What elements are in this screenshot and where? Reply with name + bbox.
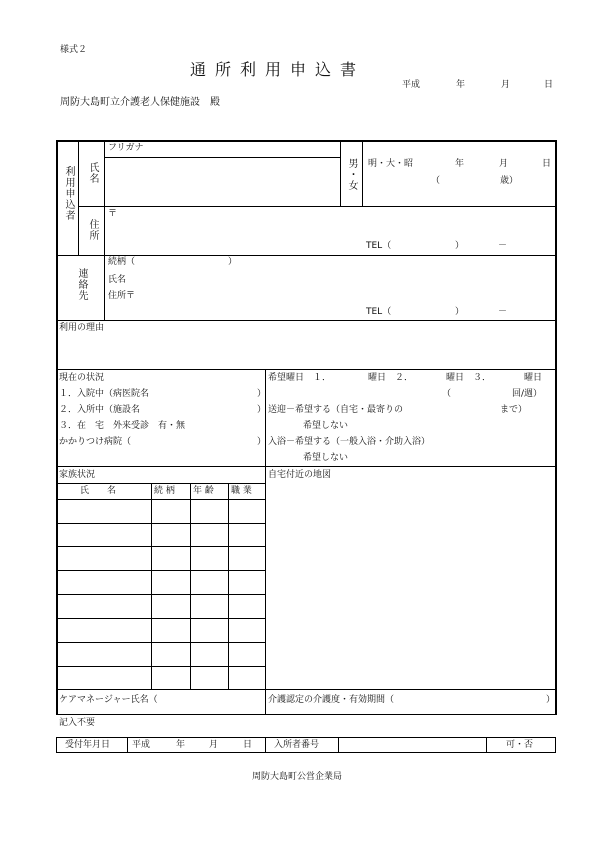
- furigana-field[interactable]: [160, 142, 338, 156]
- received-day: 日: [243, 740, 253, 750]
- frequency-open: （: [442, 389, 452, 399]
- gender-label[interactable]: 男・女: [346, 158, 357, 191]
- furigana-label: フリガナ: [108, 143, 144, 153]
- issuer-footer: 周防大島町公営企業局: [252, 772, 343, 782]
- family-label: 家族状況: [59, 470, 96, 480]
- map-field[interactable]: [267, 484, 554, 688]
- pickup-close: まで）: [500, 405, 528, 415]
- applicant-tel-close: ）: [455, 241, 465, 251]
- desired-day-1: 曜日 ２．: [368, 373, 414, 383]
- reason-label: 利用の理由: [59, 323, 105, 333]
- contact-name-label: 氏名: [108, 275, 127, 285]
- received-date-label: 受付年月日: [65, 740, 111, 750]
- map-label: 自宅付近の地図: [268, 470, 332, 480]
- birth-month-label: 月: [499, 159, 509, 169]
- family-col-name: 氏 名: [80, 486, 117, 496]
- reason-field[interactable]: [58, 336, 554, 367]
- status-item-facility: ２．入所中（施設名: [59, 405, 141, 415]
- status-item-hospital: １．入院中（病医院名: [59, 389, 150, 399]
- care-level-close: ）: [546, 695, 556, 705]
- applicant-name-field[interactable]: [106, 159, 338, 204]
- form-number: 様式２: [60, 45, 88, 55]
- contact-address-label: 住所〒: [108, 291, 136, 301]
- applicant-tel-label: TEL（: [366, 241, 392, 251]
- applicant-tel-dash: －: [498, 241, 508, 251]
- care-manager-label: ケアマネージャー氏名（: [59, 695, 158, 705]
- date-era: 平成: [402, 80, 421, 90]
- age-open: （: [431, 176, 441, 186]
- birth-era-label[interactable]: 明・大・昭: [368, 159, 414, 169]
- received-month: 月: [209, 740, 219, 750]
- bath-no-option[interactable]: 希望しない: [303, 453, 349, 463]
- desired-days-label: 希望曜日 １．: [268, 373, 332, 383]
- status-label: 現在の状況: [59, 373, 105, 383]
- date-month-label: 月: [501, 80, 511, 90]
- applicant-address-field[interactable]: [120, 208, 550, 238]
- clinic-close: ）: [257, 437, 267, 447]
- resident-number-label: 入所者番号: [274, 740, 320, 750]
- bath-option[interactable]: 入浴－希望する（一般入浴・介助入浴）: [268, 437, 431, 447]
- care-level-label: 介護認定の介護度・有効期間（: [268, 695, 395, 705]
- frequency-close: 回/週）: [512, 389, 543, 399]
- family-col-age: 年 齢: [193, 486, 214, 496]
- pickup-no-option[interactable]: 希望しない: [303, 421, 349, 431]
- applicant-address-label: 住所: [87, 219, 98, 241]
- date-day-label: 日: [544, 80, 554, 90]
- applicant-name-label: 氏名: [87, 162, 98, 184]
- applicant-section-label: 利用申込者: [63, 166, 74, 221]
- clinic-label: かかりつけ病院（: [59, 437, 132, 447]
- contact-relation-close: ）: [228, 257, 238, 267]
- addressee: 周防大島町立介護老人保健施設 殿: [60, 97, 220, 108]
- received-era: 平成: [132, 740, 151, 750]
- family-col-occupation: 職 業: [231, 486, 252, 496]
- status-item-hospital-close: ）: [257, 389, 267, 399]
- contact-tel-dash: －: [498, 307, 508, 317]
- birth-day-label: 日: [542, 159, 552, 169]
- contact-tel-close: ）: [455, 307, 465, 317]
- postal-mark: 〒: [108, 209, 118, 219]
- desired-day-2: 曜日 ３．: [446, 373, 492, 383]
- desired-day-3: 曜日: [524, 373, 543, 383]
- office-use-note: 記入不要: [59, 718, 96, 728]
- resident-number-field[interactable]: [340, 738, 485, 751]
- date-year-label: 年: [456, 80, 466, 90]
- pickup-option[interactable]: 送迎－希望する（自宅・最寄りの: [268, 405, 404, 415]
- contact-relation-label: 続柄（: [108, 257, 136, 267]
- birth-year-label: 年: [455, 159, 465, 169]
- page-title: 通所利用申込書: [190, 60, 366, 79]
- family-col-relation: 続 柄: [154, 486, 175, 496]
- status-item-facility-close: ）: [257, 405, 267, 415]
- status-item-home: ３．在 宅 外来受診 有・無: [59, 421, 186, 431]
- family-table-body[interactable]: [58, 501, 264, 688]
- approval-result[interactable]: 可・否: [506, 740, 534, 750]
- contact-section-label: 連絡先: [76, 268, 87, 301]
- age-close: 歳）: [500, 176, 519, 186]
- contact-tel-label: TEL（: [366, 307, 392, 317]
- received-year: 年: [176, 740, 186, 750]
